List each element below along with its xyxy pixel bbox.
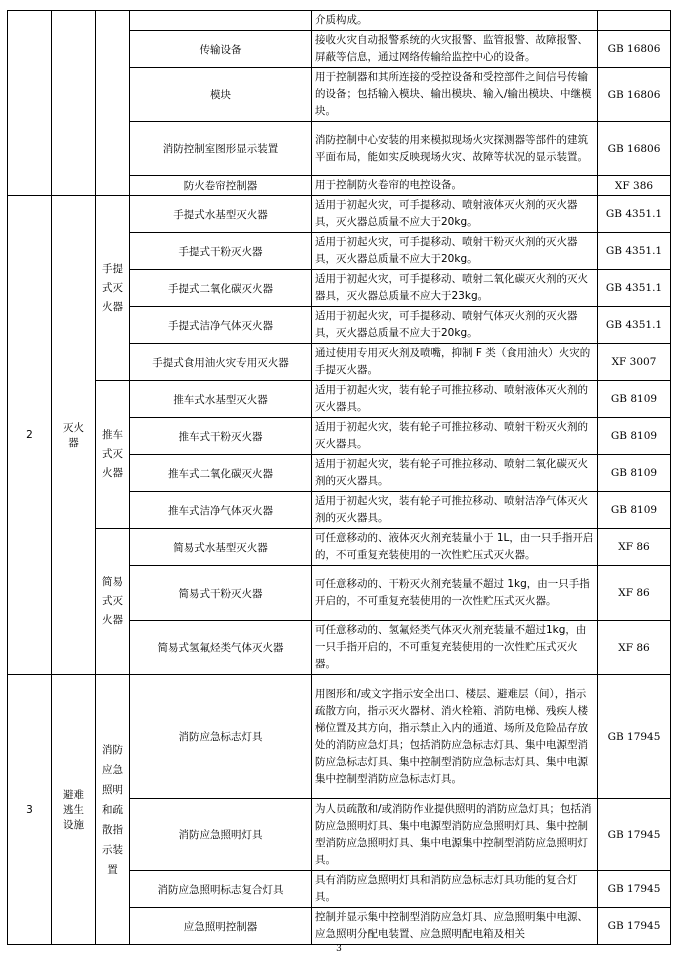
subgroup-cell: 消防应急照明和疏散指示装置 <box>96 675 130 945</box>
standard-cell: XF 386 <box>598 176 671 196</box>
definition-cell: 具有消防应急照明灯具和消防应急标志灯具功能的复合灯具。 <box>312 871 598 908</box>
definition-cell: 介质构成。 <box>312 11 598 31</box>
product-name-cell: 手提式食用油火灾专用灭火器 <box>130 344 312 381</box>
standard-cell: GB 17945 <box>598 675 671 799</box>
product-name-cell: 推车式水基型灭火器 <box>130 381 312 418</box>
table-row <box>8 11 671 31</box>
definition-cell: 可任意移动的、干粉灭火剂充装量不超过 1kg，由一只手指开启的，不可重复充装使用的一次性贮压式灭火器。 <box>312 566 598 621</box>
page-number: 3 <box>336 944 342 954</box>
standard-cell: GB 17945 <box>598 908 671 945</box>
definition-cell: 可任意移动的、氢氟烃类气体灭火剂充装量不超过1kg，由一只手指开启的，不可重复充装使用的一次性贮压式灭火器。 <box>312 621 598 675</box>
product-name-cell: 模块 <box>130 68 312 122</box>
subgroup-cell: 手提式灭火器 <box>96 196 130 381</box>
standard-cell: GB 4351.1 <box>598 307 671 344</box>
product-name-cell: 手提式干粉灭火器 <box>130 233 312 270</box>
product-name-cell: 手提式二氧化碳灭火器 <box>130 270 312 307</box>
subgroup-cell: 推车式灭火器 <box>96 381 130 529</box>
product-name-cell: 简易式氢氟烃类气体灭火器 <box>130 621 312 675</box>
product-name-cell: 简易式干粉灭火器 <box>130 566 312 621</box>
group-number-cell: 2 <box>8 196 52 675</box>
subgroup-cell: 简易式灭火器 <box>96 529 130 675</box>
product-name-cell: 推车式洁净气体灭火器 <box>130 492 312 529</box>
definition-cell: 为人员疏散和/或消防作业提供照明的消防应急灯具；包括消防应急照明灯具、集中电源型消防应急照明灯具、集中控制型消防应急照明灯具、集中电源集中控制型消防应急照明灯具。 <box>312 799 598 871</box>
standard-cell: GB 8109 <box>598 381 671 418</box>
definition-cell: 适用于初起火灾，装有轮子可推拉移动、喷射二氧化碳灭火剂的灭火器具。 <box>312 455 598 492</box>
definition-cell: 可任意移动的、液体灭火剂充装量小于 1L，由一只手指开启的，不可重复充装使用的一次性贮压式灭火器。 <box>312 529 598 566</box>
definition-cell: 用于控制器和其所连接的受控设备和受控部件之间信号传输的设备；包括输入模块、输出模块、输入/输出模块、中继模块。 <box>312 68 598 122</box>
standard-cell: GB 17945 <box>598 799 671 871</box>
group-category-cell: 灭火器 <box>52 196 96 675</box>
standard-cell <box>598 11 671 31</box>
standard-cell: XF 86 <box>598 566 671 621</box>
product-name-cell: 传输设备 <box>130 31 312 68</box>
definition-cell: 通过使用专用灭火剂及喷嘴，抑制 F 类（食用油火）火灾的手提灭火器。 <box>312 344 598 381</box>
definition-cell: 控制并显示集中控制型消防应急灯具、应急照明集中电源、应急照明分配电装置、应急照明配电箱及相关 <box>312 908 598 945</box>
table-row <box>8 675 671 799</box>
standard-cell: GB 17945 <box>598 871 671 908</box>
standard-cell: GB 4351.1 <box>598 270 671 307</box>
definition-cell: 适用于初起火灾，装有轮子可推拉移动、喷射干粉灭火剂的灭火器具。 <box>312 418 598 455</box>
product-name-cell: 手提式洁净气体灭火器 <box>130 307 312 344</box>
table-row <box>8 529 671 566</box>
product-name-cell: 消防应急照明灯具 <box>130 799 312 871</box>
definition-cell: 消防控制中心安装的用来模拟现场火灾探测器等部件的建筑平面布局，能如实反映现场火灾、故障等状况的显示装置。 <box>312 122 598 176</box>
standard-cell: GB 16806 <box>598 122 671 176</box>
standards-table <box>7 10 671 945</box>
definition-cell: 接收火灾自动报警系统的火灾报警、监管报警、故障报警、屏蔽等信息，通过网络传输给监控中心的设备。 <box>312 31 598 68</box>
group-number-cell: 3 <box>8 675 52 945</box>
table-row <box>8 381 671 418</box>
standard-cell: GB 16806 <box>598 68 671 122</box>
product-name-cell: 消防应急照明标志复合灯具 <box>130 871 312 908</box>
group-number-cell <box>8 11 52 196</box>
standard-cell: XF 86 <box>598 529 671 566</box>
definition-cell: 适用于初起火灾，可手提移动、喷射干粉灭火剂的灭火器具，灭火器总质量不应大于20kg。 <box>312 233 598 270</box>
standard-cell: GB 16806 <box>598 31 671 68</box>
standard-cell: GB 8109 <box>598 418 671 455</box>
standard-cell: XF 3007 <box>598 344 671 381</box>
definition-cell: 适用于初起火灾，装有轮子可推拉移动、喷射洁净气体灭火剂的灭火器具。 <box>312 492 598 529</box>
product-name-cell: 简易式水基型灭火器 <box>130 529 312 566</box>
group-category-cell <box>52 11 96 196</box>
definition-cell: 适用于初起火灾，可手提移动、喷射二氧化碳灭火剂的灭火器具，灭火器总质量不应大于23kg。 <box>312 270 598 307</box>
product-name-cell: 推车式干粉灭火器 <box>130 418 312 455</box>
definition-cell: 适用于初起火灾，可手提移动、喷射液体灭火剂的灭火器具，灭火器总质量不应大于20kg。 <box>312 196 598 233</box>
product-name-cell: 推车式二氧化碳灭火器 <box>130 455 312 492</box>
product-name-cell: 消防控制室图形显示装置 <box>130 122 312 176</box>
product-name-cell: 消防应急标志灯具 <box>130 675 312 799</box>
definition-cell: 适用于初起火灾，可手提移动、喷射气体灭火剂的灭火器具，灭火器总质量不应大于20kg。 <box>312 307 598 344</box>
definition-cell: 适用于初起火灾，装有轮子可推拉移动、喷射液体灭火剂的灭火器具。 <box>312 381 598 418</box>
standard-cell: GB 8109 <box>598 455 671 492</box>
standard-cell: GB 8109 <box>598 492 671 529</box>
product-name-cell <box>130 11 312 31</box>
definition-cell: 用图形和/或文字指示安全出口、楼层、避难层（间），指示疏散方向，指示灭火器材、消火栓箱、消防电梯、残疾人楼梯位置及其方向，指示禁止入内的通道、场所及危险品存放处的消防应急灯具；包括消防应急标志灯具、集中电源型消防应急标志灯具、集中控制型消防应急标志灯具、集中电源集中控制型消防应急标志灯具。 <box>312 675 598 799</box>
standard-cell: GB 4351.1 <box>598 233 671 270</box>
table-row <box>8 196 671 233</box>
product-name-cell: 应急照明控制器 <box>130 908 312 945</box>
subgroup-cell <box>96 11 130 196</box>
product-name-cell: 防火卷帘控制器 <box>130 176 312 196</box>
definition-cell: 用于控制防火卷帘的电控设备。 <box>312 176 598 196</box>
group-category-cell: 避难逃生设施 <box>52 675 96 945</box>
standard-cell: GB 4351.1 <box>598 196 671 233</box>
standard-cell: XF 86 <box>598 621 671 675</box>
product-name-cell: 手提式水基型灭火器 <box>130 196 312 233</box>
